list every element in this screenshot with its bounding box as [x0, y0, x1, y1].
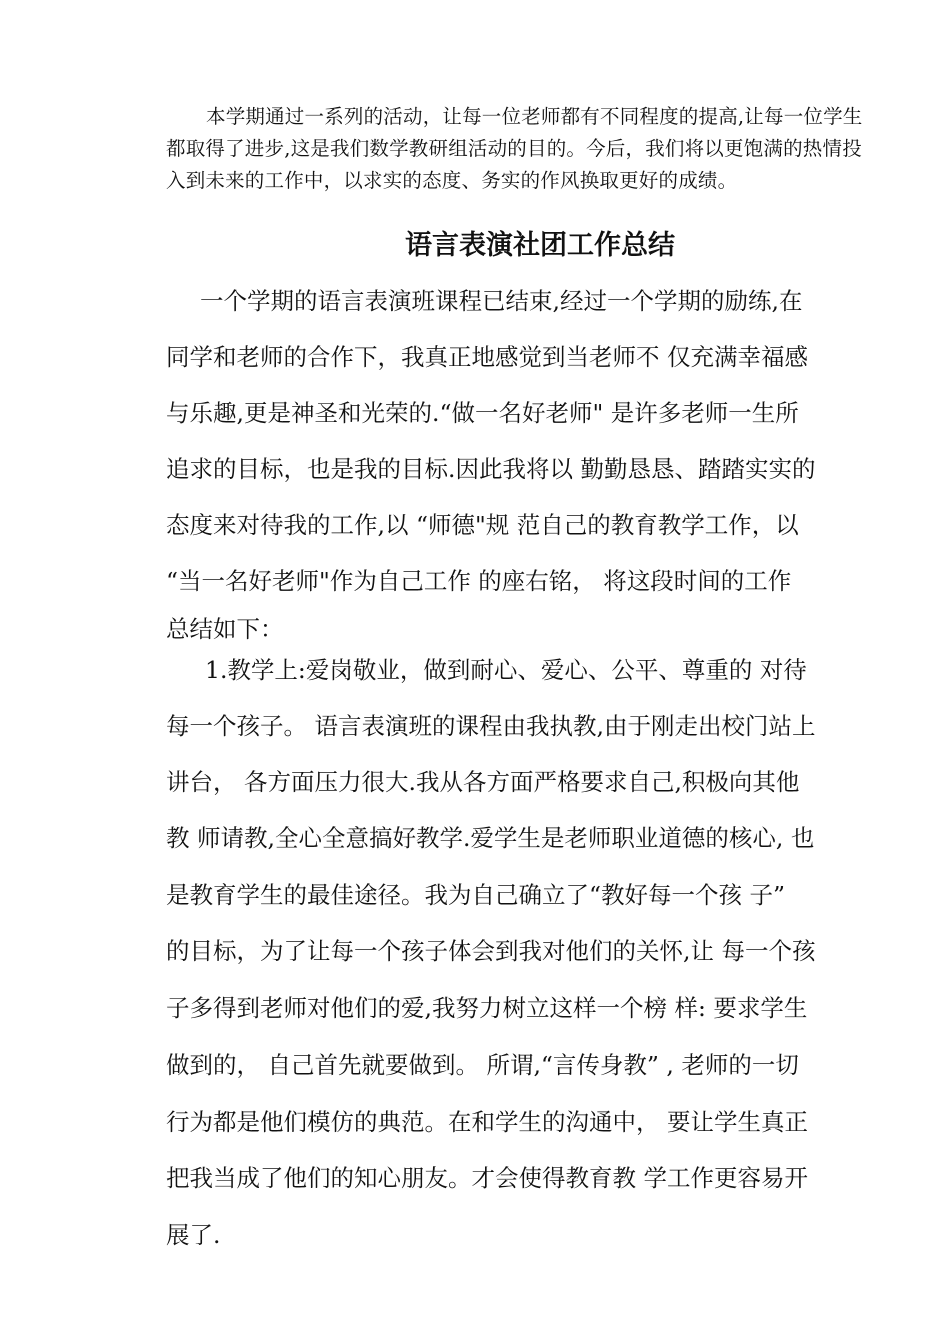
body-line: 子多得到老师对他们的爱,我努力树立这样一个榜 样: 要求学生	[166, 994, 808, 1022]
body-line: 是教育学生的最佳途径。我为自己确立了“教好每一个孩 子”	[166, 881, 785, 909]
body-line: 展了.	[166, 1221, 221, 1249]
body-line: 态度来对待我的工作,以 “师德"规 范自己的教育教学工作，以	[166, 511, 799, 539]
body-line: 1.教学上:爱岗敬业，做到耐心、爱心、公平、尊重的 对待	[205, 656, 807, 684]
intro-paragraph: 本学期通过一系列的活动，让每一位老师都有不同程度的提高,让每一位学生都取得了进步,这是我们数学教研组活动的目的。今后，我们将以更饱满的热情投入到未来的工作中，以求实的态度、务实的作风换取更好的成绩。	[166, 105, 863, 192]
body-line: 每一个孩子。 语言表演班的课程由我执教,由于刚走出校门站上	[166, 712, 816, 740]
body-line: 的目标，为了让每一个孩子体会到我对他们的关怀,让 每一个孩	[166, 937, 816, 965]
body-line: 行为都是他们模仿的典范。在和学生的沟通中， 要让学生真正	[166, 1108, 808, 1136]
body-line: 讲台， 各方面压力很大.我从各方面严格要求自己,积极向其他	[166, 768, 800, 796]
body-line: 与乐趣,更是神圣和光荣的.“做一名好老师" 是许多老师一生所	[166, 399, 799, 427]
body-line: 一个学期的语言表演班课程已结束,经过一个学期的励练,在	[200, 287, 803, 315]
body-line: 总结如下：	[166, 615, 284, 643]
body-line: “当一名好老师"作为自己工作 的座右铭， 将这段时间的工作	[166, 567, 792, 595]
body-line: 追求的目标，也是我的目标.因此我将以 勤勤恳恳、踏踏实实的	[166, 455, 816, 483]
document-title: 语言表演社团工作总结	[405, 230, 675, 261]
body-line: 教 师请教,全心全意搞好教学.爱学生是老师职业道德的核心, 也	[166, 824, 815, 852]
body-line: 把我当成了他们的知心朋友。才会使得教育教 学工作更容易开	[166, 1164, 808, 1192]
body-line: 做到的， 自己首先就要做到。 所谓,“言传身教” , 老师的一切	[166, 1051, 799, 1079]
body-line: 同学和老师的合作下，我真正地感觉到当老师不 仅充满幸福感	[166, 343, 808, 371]
